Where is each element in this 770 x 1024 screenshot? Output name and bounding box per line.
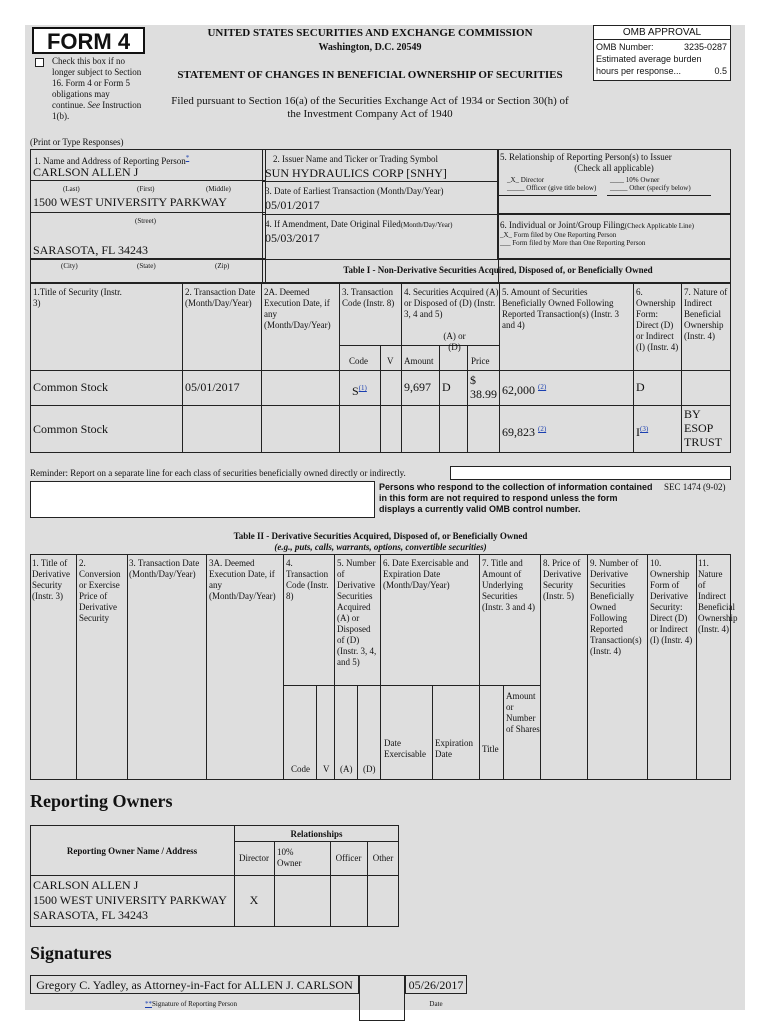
t1-sub-aord: (A) or (D) [443,331,466,352]
reporting-person-label-text: 1. Name and Address of Reporting Person [34,156,186,166]
t1-r2-form [636,422,648,439]
t2-h3: 3. Transaction Date (Month/Day/Year) [129,558,200,579]
t2-h3a: 3A. Deemed Execution Date, if any (Month/Day/Year) [209,558,276,601]
filing-one[interactable]: _X_ Form filed by One Reporting Person [500,231,617,239]
t1-sub-price: Price [471,356,490,366]
relationship-check-all: (Check all applicable) [574,163,654,173]
filing-label-text: 6. Individual or Joint/Group Filing [500,220,625,230]
signatures-heading: Signatures [30,943,112,963]
t2-h1: 1. Title of Derivative Security (Instr. 3) [32,558,70,601]
signature-label-text: Signature of Reporting Person [152,1000,237,1008]
t2-sub-amount: Amount or Number of Shares [506,691,540,734]
t1-h6: 6. Ownership Form: Direct (D) or Indirect (I) (Instr. 4) [636,287,679,352]
table2-subtitle: (e.g., puts, calls, warrants, options, convertible securities) [274,542,487,552]
relationship-director[interactable]: _X_ Director [507,176,545,184]
form-page [25,25,745,1010]
t2-sub-d: (D) [363,764,376,774]
t2-sub-a: (A) [340,764,353,774]
t1-h2a: 2A. Deemed Execution Date, if any (Month/Day/Year) [264,287,331,330]
omb-notice: Persons who respond to the collection of information contained in this form are not required to respond unless the form displays a currently valid OMB control number. [379,482,653,514]
t2-sub-title: Title [482,744,499,754]
owners-col-director: Director [239,853,269,863]
owner-street: 1500 WEST UNIVERSITY PARKWAY [33,893,227,907]
t1-r2-nature: BY ESOP TRUST [684,407,723,449]
t2-sub-exercisable: Date Exercisable [384,738,426,759]
owners-col-10: 10% Owner [277,847,302,868]
t1-h4: 4. Securities Acquired (A) or Disposed of (D) (Instr. 3, 4 and 5) [404,287,499,319]
table1-title: Table I - Non-Derivative Securities Acquired, Disposed of, or Beneficially Owned [343,265,653,275]
t1-r2-title: Common Stock [33,422,109,436]
t1-r1-price: $ 38.99 [470,373,497,401]
omb-hours: 0.5 [714,66,727,76]
t1-h7: 7. Nature of Indirect Beneficial Ownership (Instr. 4) [684,287,728,341]
t2-sub-code: Code [291,764,310,774]
filed-pursuant-line2: the Investment Company Act of 1940 [287,108,453,120]
owner-name: CARLSON ALLEN J [33,878,139,892]
t1-r2-owned [502,422,546,439]
t1-r1-code-value: S [352,384,359,398]
filed-pursuant [145,95,595,121]
relationship-label: 5. Relationship of Reporting Person(s) to Issuer [500,152,672,162]
t1-sub-v: V [387,356,394,366]
agency-name: UNITED STATES SECURITIES AND EXCHANGE COMMISSION [207,27,533,39]
filed-pursuant-line1: Filed pursuant to Section 16(a) of the Securities Exchange Act of 1934 or Section 30(h) of [171,95,569,107]
t2-h8: 8. Price of Derivative Security (Instr. 5) [543,558,581,601]
middle-label: (Middle) [206,185,231,193]
reporting-person-name: CARLSON ALLEN J [33,165,139,179]
date-label: Date [429,1000,443,1008]
t2-h2: 2. Conversion or Exercise Price of Derivative Security [79,558,121,623]
filing-label [500,220,694,231]
state-label: (State) [137,262,156,270]
issuer-name: SUN HYDRAULICS CORP [SNHY] [265,166,447,180]
table2-title: Table II - Derivative Securities Acquired, Disposed of, or Beneficially Owned [233,531,528,541]
filing-more[interactable]: ___ Form filed by More than One Reporting Person [500,239,646,247]
last-label: (Last) [63,185,80,193]
signature-label [145,1000,237,1008]
omb-number-label: OMB Number: [596,42,654,52]
t1-r2-form-value: I [636,425,640,439]
t1-r1-owned-footnote[interactable]: (2) [538,383,547,391]
section16-text [52,56,144,122]
omb-burden-label: Estimated average burden [596,54,702,64]
signature-spacer [359,975,405,1021]
t2-h5: 5. Number of Derivative Securities Acquired (A) or Disposed of (D) (Instr. 3, 4, and 5) [337,558,377,667]
reporting-person-city: SARASOTA, FL 34243 [33,243,148,257]
t2-h4: 4. Transaction Code (Instr. 8) [286,558,329,601]
owner-director-mark: X [249,893,259,907]
section16-checkbox[interactable] [35,58,44,67]
owners-relationships: Relationships [290,829,343,839]
reporting-person-footnote[interactable]: * [185,154,190,162]
reminder-box-right [450,466,731,480]
t2-h7: 7. Title and Amount of Underlying Securities (Instr. 3 and 4) [482,558,535,612]
t2-sub-v: V [323,764,330,774]
relationship-officer[interactable]: _____ Officer (give title below) [507,184,597,192]
t1-r1-owned-value: 62,000 [502,383,535,397]
signer-name: Gregory C. Yadley, as Attorney-in-Fact for ALLEN J. CARLSON [36,978,353,992]
owners-col-other: Other [372,853,394,863]
t1-r1-aord: D [442,380,451,394]
issuer-label: 2. Issuer Name and Ticker or Trading Symbol [273,154,438,164]
form-title: FORM 4 [46,29,131,54]
t1-r1-code [352,381,367,398]
t1-r2-form-footnote[interactable]: (3) [640,425,649,433]
t1-r2-owned-value: 69,823 [502,425,535,439]
t1-r2-owned-footnote[interactable]: (2) [538,425,547,433]
earliest-date: 05/01/2017 [265,198,320,212]
t1-r1-amount: 9,697 [404,380,431,394]
street-label: (Street) [135,217,156,225]
t1-h3: 3. Transaction Code (Instr. 8) [342,287,395,308]
relationship-other[interactable]: _____ Other (specify below) [610,184,691,192]
t1-sub-amount: Amount [404,356,434,366]
amendment-label-text: 4. If Amendment, Date Original Filed [265,219,401,229]
sec-form-number: SEC 1474 (9-02) [664,482,726,492]
t1-h1: 1.Title of Security (Instr. 3) [33,287,122,308]
t1-r1-title: Common Stock [33,380,109,394]
omb-number: 3235-0287 [683,42,727,52]
filing-label-small: (Check Applicable Line) [624,222,694,230]
signature-date: 05/26/2017 [408,978,464,992]
section16-text-main: Check this box if no longer subject to Section 16. Form 4 or Form 5 obligations may continue. [52,56,142,110]
owners-col-officer: Officer [335,853,362,863]
t1-r1-code-footnote[interactable]: (1) [358,384,367,392]
amendment-label-small: (Month/Day/Year) [400,221,453,229]
omb-title: OMB APPROVAL [622,27,702,38]
t2-h9: 9. Number of Derivative Securities Beneficially Owned Following Reported Transaction(s) (Instr. 4) [590,558,642,656]
t1-r1-owned [502,380,546,397]
t1-r1-date: 05/01/2017 [185,380,240,394]
print-type: (Print or Type Responses) [30,137,124,147]
reminder-box-left [30,481,375,518]
omb-hours-label: hours per response... [596,66,682,76]
section16-text-instr: Instruction 1(b). [52,100,142,121]
t1-h5: 5. Amount of Securities Beneficially Owned Following Reported Transaction(s) (Instr. 3 and 4) [502,287,619,330]
city-label: (City) [61,262,78,270]
t2-h10: 10. Ownership Form of Derivative Security: Direct (D) or Indirect (I) (Instr. 4) [650,558,693,645]
signature-footnote[interactable]: ** [145,1000,152,1008]
earliest-date-label: 3. Date of Earliest Transaction (Month/Day/Year) [265,186,444,196]
agency-city: Washington, D.C. 20549 [318,42,422,53]
amendment-date: 05/03/2017 [265,231,320,245]
t2-sub-expiration: Expiration Date [435,738,473,759]
section16-text-see: See [87,100,100,110]
owners-col-name: Reporting Owner Name / Address [66,846,198,856]
t1-sub-code: Code [349,356,368,366]
t1-h2: 2. Transaction Date (Month/Day/Year) [185,287,256,308]
amendment-label [265,219,453,230]
zip-label: (Zip) [215,262,230,270]
omb-approval-box [593,25,731,81]
first-label: (First) [137,185,155,193]
statement-title: STATEMENT OF CHANGES IN BENEFICIAL OWNERSHIP OF SECURITIES [177,69,563,81]
form-title-box [32,27,145,54]
relationship-10pct[interactable]: ____ 10% Owner [610,176,660,184]
t2-h6: 6. Date Exercisable and Expiration Date (Month/Day/Year) [383,558,469,590]
reporting-person-street: 1500 WEST UNIVERSITY PARKWAY [33,195,227,209]
owner-city: SARASOTA, FL 34243 [33,908,148,922]
t2-h11: 11. Nature of Indirect Beneficial Ownership (Instr. 4) [698,558,738,634]
reporting-owners-heading: Reporting Owners [30,791,173,811]
reminder-text: Reminder: Report on a separate line for each class of securities beneficially owned directly or indirectly. [30,468,406,478]
t1-r1-form: D [636,380,645,394]
